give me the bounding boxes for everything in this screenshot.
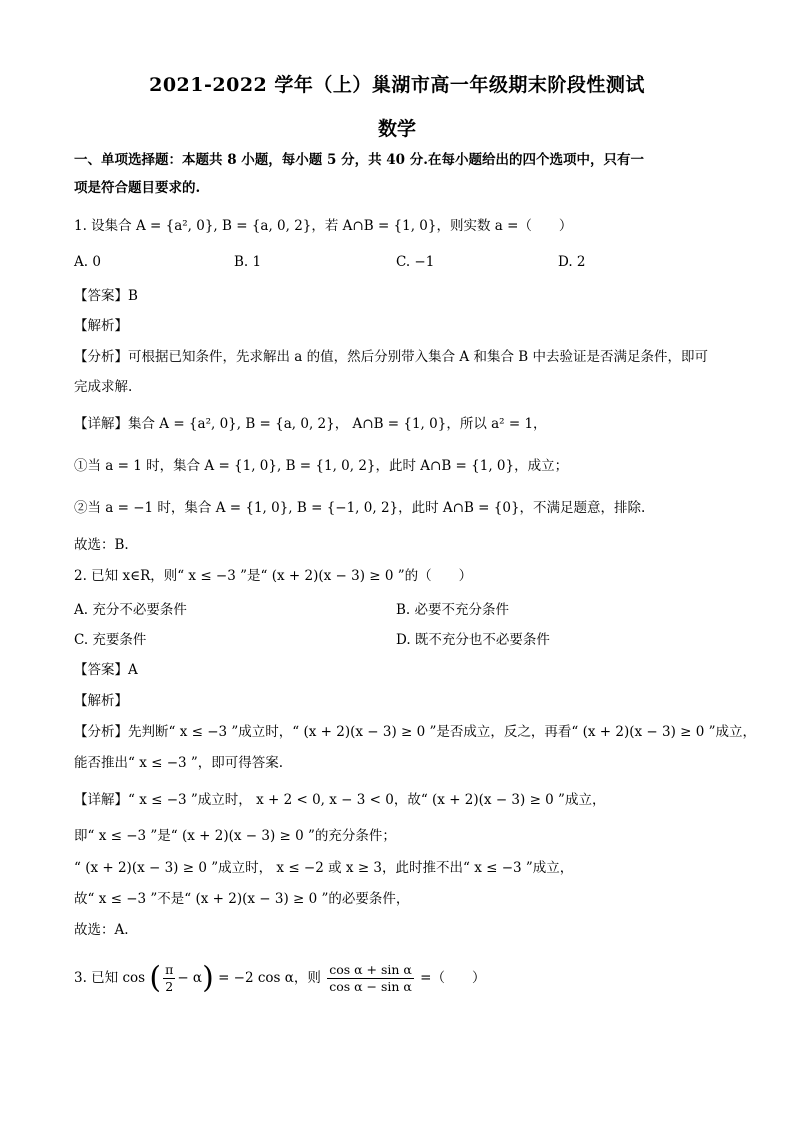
question-2-analysis-line-1: 【分析】先判断“ x ≤ −3 ”成立时，“ (x + 2)(x − 3) ≥ 0 ”是否成立，反之，再看“ (x + 2)(x − 3) ≥ 0 ”成立， xyxy=(74,724,757,740)
question-3-stem xyxy=(74,956,485,1001)
section-instruction-line-2: 项是符合题目要求的. xyxy=(74,180,201,196)
question-1-stem: 1. 设集合 A = {a², 0}, B = {a, 0, 2}，若 A∩B = {1, 0}，则实数 a =（ ） xyxy=(74,218,573,234)
question-2-analysis-line-2: 能否推出“ x ≤ −3 ”，即可得答案. xyxy=(74,755,284,771)
question-3-suffix: =（ ） xyxy=(420,970,486,986)
section-instruction-line-1: 一、单项选择题：本题共 8 小题，每小题 5 分，共 40 分.在每小题给出的四个选项中，只有一 xyxy=(74,152,644,168)
question-2-choose: 故选：A. xyxy=(74,922,129,938)
question-2-analysis-label: 【解析】 xyxy=(74,693,128,709)
question-3-fraction-expression xyxy=(327,962,414,995)
question-2-option-b: B. 必要不充分条件 xyxy=(396,602,510,618)
question-2-detail-line-1: 【详解】“ x ≤ −3 ”成立时， x + 2 < 0, x − 3 < 0，故“ (x + 2)(x − 3) ≥ 0 ”成立， xyxy=(74,792,606,808)
fraction-denominator: 2 xyxy=(165,979,174,994)
question-1-detail-line-2: ①当 a = 1 时，集合 A = {1, 0}, B = {1, 0, 2}，此时 A∩B = {1, 0}，成立； xyxy=(74,458,569,474)
question-2-detail-line-2: 即“ x ≤ −3 ”是“ (x + 2)(x − 3) ≥ 0 ”的充分条件； xyxy=(74,828,396,844)
question-1-answer: 【答案】B xyxy=(74,288,138,304)
question-1-option-d: D. 2 xyxy=(558,254,586,270)
question-1-detail-line-1: 【详解】集合 A = {a², 0}, B = {a, 0, 2}， A∩B = {1, 0}，所以 a² = 1， xyxy=(74,416,547,432)
fraction-denominator: cos α − sin α xyxy=(329,979,412,994)
fraction-numerator: cos α + sin α xyxy=(329,962,412,977)
question-2-detail-line-3: “ (x + 2)(x − 3) ≥ 0 ”成立时， x ≤ −2 或 x ≥ 3，此时推不出“ x ≤ −3 ”成立， xyxy=(74,860,574,876)
page-title: 2021-2022 学年（上）巢湖市高一年级期末阶段性测试 xyxy=(149,74,645,96)
question-1-choose: 故选：B. xyxy=(74,537,129,553)
question-1-analysis-line-2: 完成求解. xyxy=(74,379,133,395)
question-1-option-a: A. 0 xyxy=(74,254,101,270)
question-2-option-d: D. 既不充分也不必要条件 xyxy=(396,632,550,648)
question-2-detail-line-4: 故“ x ≤ −3 ”不是“ (x + 2)(x − 3) ≥ 0 ”的必要条件， xyxy=(74,891,410,907)
question-2-answer: 【答案】A xyxy=(74,662,138,678)
question-1-analysis-line-1: 【分析】可根据已知条件，先求解出 a 的值，然后分别带入集合 A 和集合 B 中去验证是否满足条件，即可 xyxy=(74,349,708,365)
question-3-fraction-pi-over-2 xyxy=(163,962,175,995)
question-3-prefix: 3. 已知 cos xyxy=(74,970,146,986)
question-3-after: = −2 cos α，则 xyxy=(218,970,321,986)
question-3-minus-alpha: − α xyxy=(177,970,203,986)
question-1-option-b: B. 1 xyxy=(234,254,262,270)
question-1-option-c: C. −1 xyxy=(396,254,435,270)
left-paren: ( xyxy=(149,960,162,996)
question-2-stem: 2. 已知 x∈R，则“ x ≤ −3 ”是“ (x + 2)(x − 3) ≥ 0 ”的（ ） xyxy=(74,568,473,584)
question-2-option-c: C. 充要条件 xyxy=(74,632,147,648)
right-paren: ) xyxy=(202,960,214,996)
subject-heading: 数学 xyxy=(377,118,416,140)
question-1-detail-line-3: ②当 a = −1 时，集合 A = {1, 0}, B = {−1, 0, 2}，此时 A∩B = {0}，不满足题意，排除. xyxy=(74,500,646,516)
question-1-analysis-label: 【解析】 xyxy=(74,318,128,334)
question-2-option-a: A. 充分不必要条件 xyxy=(74,602,187,618)
fraction-numerator: π xyxy=(165,962,174,977)
